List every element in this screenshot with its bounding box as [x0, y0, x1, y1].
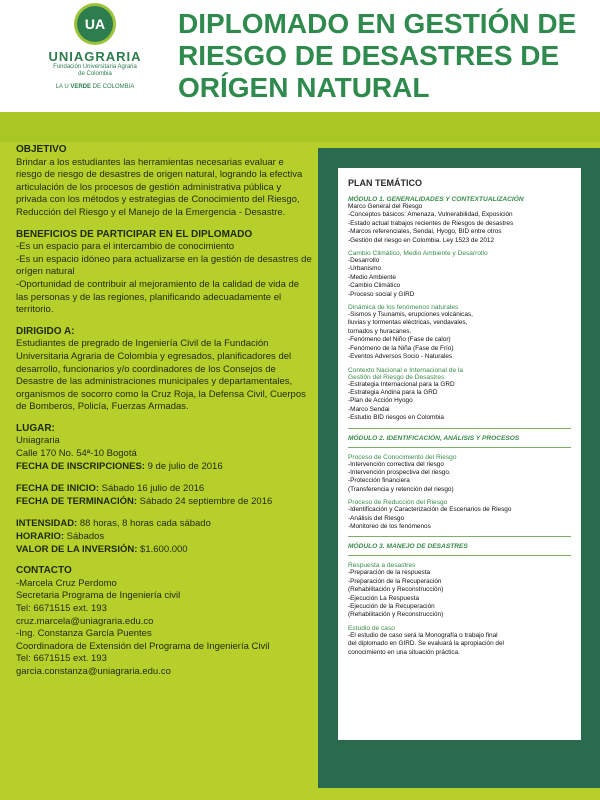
beneficios-heading: BENEFICIOS DE PARTICIPAR EN EL DIPLOMADO [16, 228, 253, 240]
page-title: DIPLOMADO EN GESTIÓN DE RIESGO DE DESASTRES DE ORÍGEN NATURAL [178, 8, 577, 103]
plan-tematico-panel [318, 148, 600, 788]
logo-sub-2: de Colombia [78, 71, 112, 77]
plan-item: -Preparación de la Recuperación [348, 577, 442, 585]
green-stripe [0, 112, 600, 142]
plan-item: -Sismos y Tsunamis, erupciones volcánicas, [348, 311, 473, 319]
modulo-2 [348, 435, 575, 442]
plan-item: (Transferencia y retención del riesgo) [348, 485, 454, 493]
lugar-heading: LUGAR: [16, 422, 55, 434]
section-heading: Estudio de caso [348, 624, 395, 632]
plan-item: -Protección financiera [348, 477, 410, 485]
logo-name: UNIAGRARIA [48, 49, 142, 64]
plan-item: -Preparación de la respuesta [348, 569, 431, 577]
plan-item: Marco General del Riesgo [348, 203, 423, 210]
info-column [16, 144, 312, 679]
section-estudio-caso [348, 625, 575, 657]
plan-item: (Rehabilitación y Reconstrucción) [348, 611, 444, 619]
plan-item: -Ejecución La Respuesta [348, 594, 420, 602]
plan-item: -Ejecución de la Recuperación [348, 603, 435, 610]
module-heading: MÓDULO 1. GENERALIDADES Y CONTEXTUALIZACIÓN [348, 196, 524, 203]
plan-item: -Gestión del riesgo en Colombia. Ley 1523 de 2012 [348, 236, 495, 244]
plan-item: conocimiento en una situación práctica. [348, 648, 460, 656]
plan-item: (Rehabilitación y Reconstrucción) [348, 586, 444, 594]
fecha-inicio: FECHA DE INICIO: Sábado 16 julio de 2016 [16, 483, 205, 495]
contacto-line: -Marcela Cruz Perdomo [16, 577, 117, 589]
plan-item: -Monitoreo de los fenómenos [348, 522, 431, 530]
beneficio-item: -Es un espacio para el intercambio de conocimiento [16, 241, 235, 253]
lugar-line: Uniagraria [16, 435, 60, 447]
modulo-3 [348, 543, 575, 550]
fecha-inscripciones: FECHA DE INSCRIPCIONES: 9 de julio de 2016 [16, 460, 223, 472]
plan-item: -Fenómeno del Niño (Fase de calor) [348, 336, 451, 344]
plan-item: -Análisis del Riesgo [348, 514, 405, 522]
plan-item: -Eventos Adversos Socio - Naturales [348, 353, 453, 361]
objetivo-heading: OBJETIVO [16, 144, 67, 155]
contacto-line: Coordinadora de Extensión del Programa de Ingeniería Civil [16, 640, 270, 652]
objetivo-text: Brindar a los estudiantes las herramientas necesarias evaluar e riesgo de riesgo de desastres de origen natural, logrando la efectiva articulación de los procesos de gestión administrativa pública y privada con los métodos y estrategias de Conocimiento del Riesgo, Reducción del Riesgo y el Manejo de la Emergencia - Desastre. [16, 156, 303, 218]
header [0, 0, 600, 112]
section-heading: Respuesta a desastres [348, 562, 416, 570]
section-heading: Dinámica de los fenómenos naturales [348, 304, 459, 312]
contacto-line: Secretaria Programa de Ingeniería civil [16, 590, 181, 602]
module-divider [348, 428, 571, 429]
plan-item: tornados y huracanes. [348, 327, 412, 335]
section-heading: Gestión del Riesgo de Desastres [348, 373, 445, 381]
plan-item: -Marco Sendai [348, 405, 390, 413]
plan-item: lluvias y tormentas eléctricas, vendavales, [348, 319, 468, 327]
section-heading: Cambio Climático, Medio Ambiente y Desarrollo [348, 250, 488, 258]
plan-item: -Conceptos básicos: Amenaza, Vulnerabilidad, Exposición [348, 211, 513, 219]
section-reduccion [348, 499, 575, 531]
section-heading: Proceso de Conocimiento del Riesgo [348, 453, 457, 461]
section-conocimiento [348, 454, 575, 495]
modulo-1 [348, 196, 575, 245]
fecha-terminacion: FECHA DE TERMINACIÓN: Sábado 24 septiembre de 2016 [16, 495, 273, 507]
section-dinamica [348, 304, 575, 361]
module-heading: MÓDULO 3. MANEJO DE DESASTRES [348, 543, 468, 551]
logo-slogan: LA U VERDE DE COLOMBIA [55, 84, 135, 90]
plan-item: -Marcos referenciales, Sendai, Hyogo, BID entre otros [348, 228, 502, 236]
logo-sub-1: Fundación Universitaria Agraria [53, 64, 137, 70]
plan-item: -Estado actual trabajos recientes de Riesgos de desastres [348, 219, 514, 227]
plan-item: -Estudio BID riesgos en Colombia [348, 414, 444, 422]
plan-item: -Cambio Climático [348, 282, 401, 290]
dirigido-text: Estudiantes de pregrado de Ingeniería Civil de la Fundación Universitaria Agraria de Colombia y egresados, planificadores del desarrollo, funcionarios y/o coordinadores de los Consejos de Desastre de las administraciones municipales y departamentales, organismos de socorro como la Cruz Roja, la Defensa Civil, Cuerpos de Bomberos, Policía, Fuerzas Armadas. [16, 338, 306, 413]
lugar-line: Calle 170 No. 54ª-10 Bogotá [16, 448, 137, 460]
ua-logo-icon: UA [77, 6, 113, 42]
contacto-line: Tel: 6671515 ext. 193 [16, 653, 107, 665]
plan-item: del diplomado en GIRD. Se evaluará la apropiación del [348, 640, 504, 648]
module-divider [348, 447, 571, 448]
beneficio-item: -Es un espacio idóneo para actualizarse en la gestión de desastres de orígen natural [16, 253, 312, 278]
section-cambio-climatico [348, 250, 575, 299]
plan-item: -Plan de Acción Hyogo [348, 397, 413, 405]
plan-item: -Medio Ambiente [348, 273, 396, 281]
plan-item: -El estudio de caso será la Monografía o trabajo final [348, 631, 498, 639]
plan-item: -Urbanismo [348, 265, 382, 273]
plan-item: -Intervención correctiva del riesgo [348, 460, 444, 468]
section-contexto [348, 367, 575, 423]
section-heading: Proceso de Reducción del Riesgo [348, 499, 448, 507]
section-respuesta [348, 562, 575, 619]
intensidad: INTENSIDAD: 88 horas, 8 horas cada sábado [16, 518, 211, 530]
valor-inversion: VALOR DE LA INVERSIÓN: $1.600.000 [16, 543, 188, 555]
plan-tematico-card [338, 168, 581, 740]
plan-item: -Fenómeno de la Niña (Fase de Frío) [348, 344, 454, 352]
plan-item: -Estrategia Andina para la GRD [348, 388, 438, 396]
plan-item: -Proceso social y GIRD [348, 290, 415, 298]
contacto-line: Tel: 6671515 ext. 193 [16, 603, 107, 614]
uniagraria-logo [40, 6, 150, 90]
contacto-email: garcia.constanza@uniagraria.edu.co [16, 665, 171, 677]
section-heading: Contexto Nacional e Internacional de la [348, 366, 464, 374]
contacto-line: -Ing. Constanza García Puentes [16, 628, 152, 640]
module-divider [348, 555, 571, 556]
plan-item: -Desarrollo [348, 257, 380, 265]
horario: HORARIO: Sábados [16, 531, 105, 543]
plan-item: -Identificación y Caracterización de Escenarios de Riesgo [348, 506, 512, 514]
beneficio-item: -Oportunidad de contribuir al mejoramiento de la calidad de vida de las personas y de las regiones, planificando adecuadamente el territorio. [16, 278, 300, 316]
plan-title: PLAN TEMÁTICO [348, 178, 422, 188]
module-divider [348, 536, 571, 537]
dirigido-heading: DIRIGIDO A: [16, 325, 75, 337]
contacto-email: cruz.marcela@uniagraria.edu.co [16, 615, 154, 627]
plan-item: -Estrategia Internacional para la GRD [348, 380, 455, 388]
plan-item: -Intervención prospectiva del riesgo. [348, 468, 451, 476]
module-heading: MÓDULO 2. IDENTIFICACIÓN, ANÁLISIS Y PROCESOS [348, 434, 520, 442]
contacto-heading: CONTACTO [16, 565, 72, 577]
